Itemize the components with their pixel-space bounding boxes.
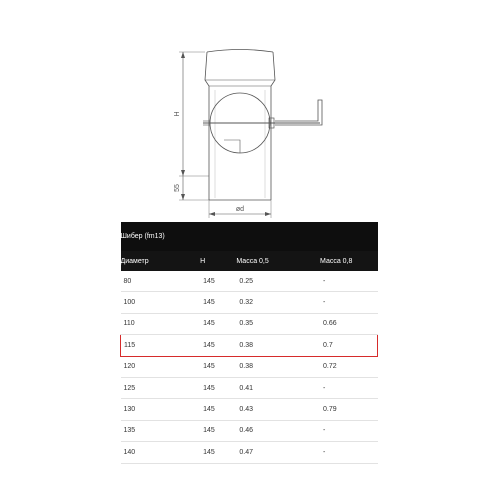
table-cell: 0.7 [320,335,377,356]
spec-table [120,222,378,464]
table-cell: - [320,377,377,398]
table-cell: 0.38 [236,335,320,356]
technical-drawing [0,0,500,222]
table-body [121,271,378,463]
table-cell: 140 [121,442,201,463]
table-cell: 0.32 [236,292,320,313]
table-header-row [121,251,378,271]
table-cell: 145 [200,313,236,334]
table-cell: - [320,442,377,463]
table-cell: 145 [200,356,236,377]
table-cell: 0.43 [236,399,320,420]
table-cell: 145 [200,399,236,420]
col-header-mass-08: Масса 0,8 [320,251,377,271]
table-row [121,292,378,313]
col-header-h: H [200,251,236,271]
pipe-socket-right [271,52,275,200]
table-cell: 125 [121,377,201,398]
table-cell: 120 [121,356,201,377]
dim-d-label: ød [235,206,245,213]
table-cell: 145 [200,292,236,313]
pipe-top-edge [207,50,273,53]
table-cell: 0.79 [320,399,377,420]
col-header-diameter: Диаметр [121,251,201,271]
table-row [121,442,378,463]
table-cell: 145 [200,377,236,398]
table-cell: 0.25 [236,271,320,292]
table-title: Шибер (fm13) [121,222,378,251]
damper-notch [224,140,240,153]
table-cell: 0.38 [236,356,320,377]
table-cell: 0.47 [236,442,320,463]
table-cell: 0.35 [236,313,320,334]
table-cell: 80 [121,271,201,292]
damper-handle [275,100,322,125]
table-row [121,271,378,292]
table-row [121,313,378,334]
table-cell: 135 [121,420,201,441]
table-row [121,420,378,441]
table-cell: 145 [200,420,236,441]
table-cell: - [320,292,377,313]
table-cell: - [320,271,377,292]
table-row [121,356,378,377]
pipe-socket-left [205,52,209,200]
table-cell: 0.46 [236,420,320,441]
table-cell: 130 [121,399,201,420]
table-cell: 145 [200,271,236,292]
dim-55-label: 55 [174,184,181,192]
col-header-mass-05: Масса 0,5 [236,251,320,271]
table-cell: 145 [200,335,236,356]
table-cell: 100 [121,292,201,313]
table-cell: 0.41 [236,377,320,398]
table-row [121,335,378,356]
table-row [121,377,378,398]
table-cell: 0.72 [320,356,377,377]
table-cell: 145 [200,442,236,463]
table-cell: 0.66 [320,313,377,334]
table-cell: - [320,420,377,441]
table-cell: 115 [121,335,201,356]
table-row [121,399,378,420]
dim-h-label: H [174,111,181,117]
table-title-row [121,222,378,251]
table-cell: 110 [121,313,201,334]
